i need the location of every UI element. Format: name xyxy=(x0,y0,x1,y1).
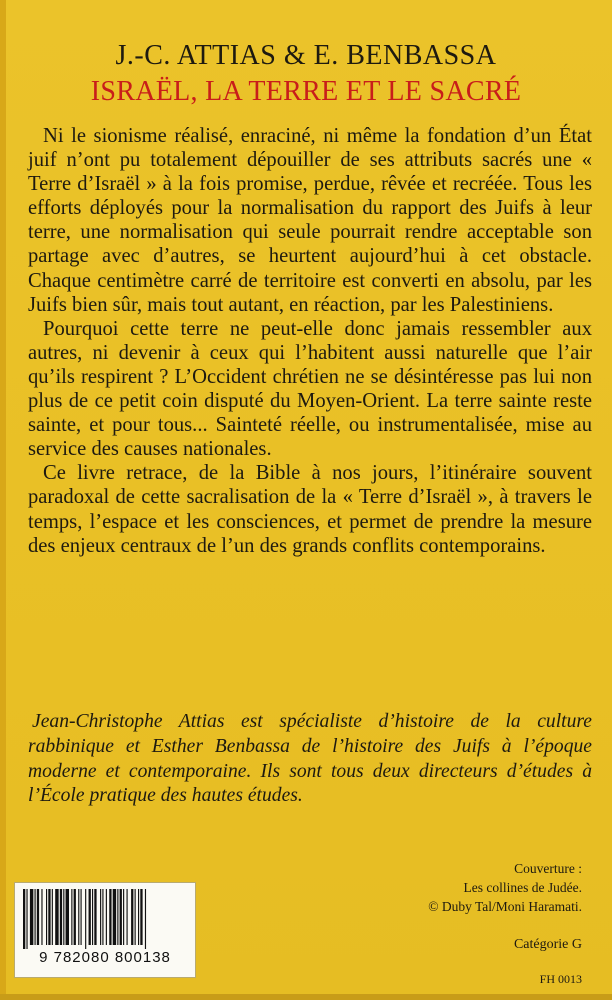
authors-heading: J.-C. ATTIAS & E. BENBASSA xyxy=(115,40,497,71)
barcode-bar xyxy=(138,889,139,945)
credits-line-2: Les collines de Judée. xyxy=(463,880,582,895)
barcode-bar xyxy=(37,889,39,945)
credits-line-1: Couverture : xyxy=(514,861,582,876)
barcode-bar xyxy=(85,889,86,949)
barcode-bar xyxy=(48,889,50,945)
barcode-number: 9 782080 800138 xyxy=(39,949,171,966)
cover-credits xyxy=(428,859,582,916)
blurb-paragraph-1: Ni le sionisme réalisé, enraciné, ni même la fondation d’un État juif n’ont pu totalement dépouiller de ses attributs sacrés une « Terre d’Israël » à la fois promise, perdue, rêvée et recréée. Tous les efforts déployés pour la normalisation du rapport des Juifs à leur terre, une normalisation qui seule pourrait rendre acceptable son partage avec d’autres, se heurtent aujourd’hui à cet obstacle. Chaque centimètre carré de territoire est converti en absolu, par les Juifs bien sûr, mais tout autant, en réaction, par les Palestiniens. xyxy=(28,125,592,316)
barcode-bar xyxy=(100,889,101,945)
barcode-bar xyxy=(30,889,33,945)
barcode-bar xyxy=(35,889,36,945)
cover-edge-bottom xyxy=(0,994,612,1000)
book-title: ISRAËL, LA TERRE ET LE SACRÉ xyxy=(90,76,522,107)
barcode xyxy=(14,882,196,978)
barcode-bar xyxy=(120,889,122,945)
barcode-bar xyxy=(145,889,146,949)
barcode-bar xyxy=(102,889,103,945)
barcode-bar xyxy=(81,889,82,945)
barcode-bar xyxy=(66,889,69,945)
reference-code: FH 0013 xyxy=(539,972,582,986)
barcode-bars-icon xyxy=(23,889,187,949)
barcode-bar xyxy=(60,889,62,945)
cover-edge-left xyxy=(0,0,6,1000)
barcode-bar xyxy=(113,889,116,945)
barcode-bar xyxy=(46,889,47,945)
category-label: Catégorie G xyxy=(513,937,582,952)
barcode-bar xyxy=(109,889,111,945)
blurb-paragraph-3: Ce livre retrace, de la Bible à nos jours, l’itinéraire souvent paradoxal de cette sacralisation de la « Terre d’Israël », à travers le temps, l’espace et les consciences, et permet de prendre la mesure des enjeux centraux de l’un des grands conflits contemporains. xyxy=(28,462,592,557)
barcode-bar xyxy=(94,889,96,945)
barcode-bar xyxy=(52,889,53,945)
author-bio: Jean-Christophe Attias est spécialiste d’histoire de la culture rabbinique et Esther Benbassa de l’histoire des Juifs à l’époque moderne et contemporaine. Ils sont tous deux directeurs d’études à l’École pratique des hautes études. xyxy=(28,711,592,807)
barcode-bar xyxy=(117,889,118,945)
barcode-bar xyxy=(127,889,128,945)
blurb-paragraph-2: Pourquoi cette terre ne peut-elle donc jamais ressembler aux autres, ni devenir à ceux qui l’habitent aussi naturelle que l’air qu’ils respirent ? L’Occident chrétien ne se désintéresse pas lui non plus de ce petit coin disputé du Moyen-Orient. La terre sainte reste sainte, et pour tous... Sainteté réelle, ou instrumentalisée, mise au service des causes nationales. xyxy=(28,317,592,461)
barcode-bar xyxy=(89,889,91,945)
barcode-bar xyxy=(55,889,58,945)
barcode-bar xyxy=(74,889,76,945)
barcode-bar xyxy=(23,889,25,949)
barcode-bar xyxy=(140,889,142,945)
barcode-bar xyxy=(123,889,124,945)
barcode-bar xyxy=(92,889,93,945)
barcode-bar xyxy=(63,889,64,945)
barcode-bar xyxy=(135,889,136,945)
barcode-bar xyxy=(131,889,133,945)
blurb-text xyxy=(28,124,592,558)
barcode-bar xyxy=(106,889,107,945)
barcode-bar xyxy=(78,889,79,945)
barcode-bar xyxy=(71,889,72,945)
barcode-bar xyxy=(41,889,42,945)
barcode-bar xyxy=(26,889,27,949)
credits-line-3: © Duby Tal/Moni Haramati. xyxy=(428,899,582,914)
